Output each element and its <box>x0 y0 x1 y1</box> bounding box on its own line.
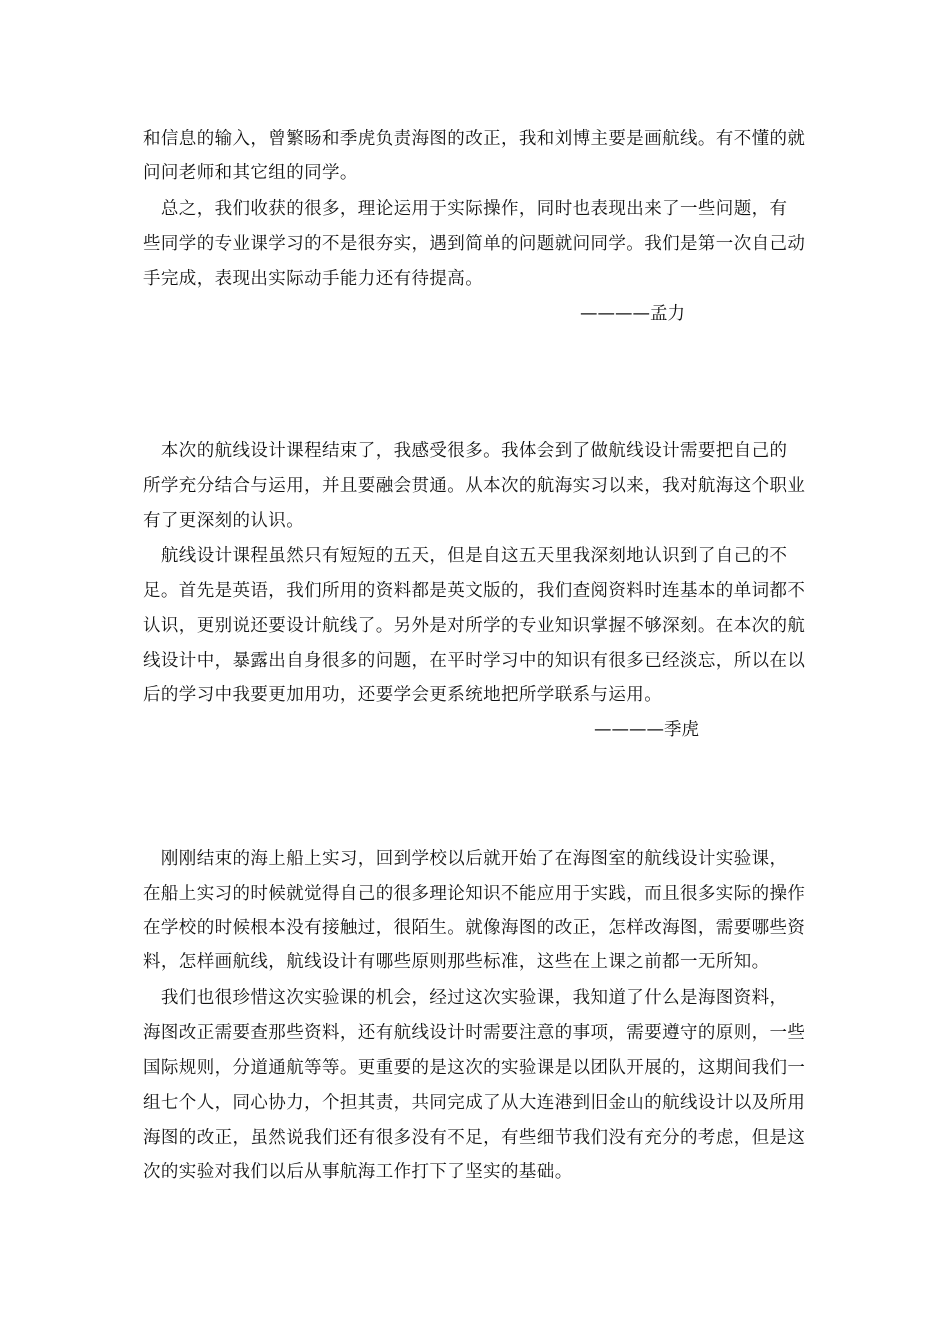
text-line: 手完成，表现出实际动手能力还有待提高。 <box>143 269 484 289</box>
text-line: 刚刚结束的海上船上实习，回到学校以后就开始了在海图室的航线设计实验课， <box>143 849 788 869</box>
text-line: 认识，更别说还要设计航线了。另外是对所学的专业知识掌握不够深刻。在本次的航 <box>143 616 806 636</box>
signature-menglI: ————孟力 <box>580 304 685 324</box>
text-line: 所学充分结合与运用，并且要融会贯通。从本次的航海实习以来，我对航海这个职业 <box>143 476 806 496</box>
text-line: 航线设计课程虽然只有短短的五天，但是自这五天里我深刻地认识到了自己的不 <box>143 546 788 566</box>
text-line: 后的学习中我要更加用功，还要学会更系统地把所学联系与运用。 <box>143 685 663 705</box>
text-line: 在船上实习的时候就觉得自己的很多理论知识不能应用于实践，而且很多实际的操作 <box>143 884 806 904</box>
signature-jihu: ————季虎 <box>594 720 699 740</box>
text-line: 国际规则，分道通航等等。更重要的是这次的实验课是以团队开展的，这期间我们一 <box>143 1058 806 1078</box>
text-line: 海图改正需要查那些资料，还有航线设计时需要注意的事项，需要遵守的原则，一些 <box>143 1023 806 1043</box>
text-line: 海图的改正，虽然说我们还有很多没有不足，有些细节我们没有充分的考虑，但是这 <box>143 1128 806 1148</box>
text-line: 在学校的时候根本没有接触过，很陌生。就像海图的改正，怎样改海图，需要哪些资 <box>143 918 806 938</box>
text-line: 和信息的输入，曾繁旸和季虎负责海图的改正，我和刘博主要是画航线。有不懂的就 <box>143 129 806 149</box>
text-line: 料，怎样画航线，航线设计有哪些原则那些标准，这些在上课之前都一无所知。 <box>143 952 770 972</box>
text-line: 些同学的专业课学习的不是很夯实，遇到简单的问题就问同学。我们是第一次自己动 <box>143 234 806 254</box>
text-line: 本次的航线设计课程结束了，我感受很多。我体会到了做航线设计需要把自己的 <box>143 441 788 461</box>
text-line: 总之，我们收获的很多，理论运用于实际操作，同时也表现出来了一些问题，有 <box>143 199 788 219</box>
text-line: 足。首先是英语，我们所用的资料都是英文版的，我们查阅资料时连基本的单词都不 <box>143 581 806 601</box>
text-line: 次的实验对我们以后从事航海工作打下了坚实的基础。 <box>143 1162 573 1182</box>
text-line: 组七个人，同心协力，个担其责，共同完成了从大连港到旧金山的航线设计以及所用 <box>143 1093 806 1113</box>
text-line: 问问老师和其它组的同学。 <box>143 163 358 183</box>
text-line: 有了更深刻的认识。 <box>143 511 305 531</box>
text-line: 线设计中，暴露出自身很多的问题，在平时学习中的知识有很多已经淡忘，所以在以 <box>143 651 806 671</box>
text-line: 我们也很珍惜这次实验课的机会，经过这次实验课，我知道了什么是海图资料， <box>143 988 788 1008</box>
